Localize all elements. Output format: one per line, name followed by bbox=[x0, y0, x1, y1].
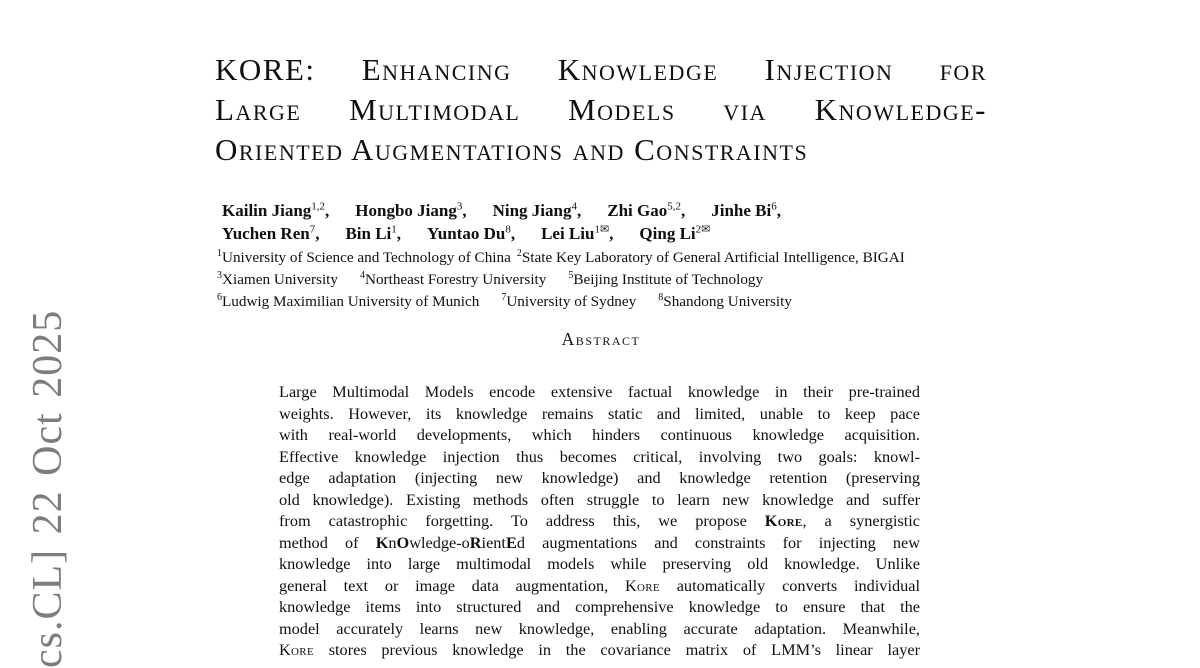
affiliation-text: State Key Laboratory of General Artificial Intelligence, BIGAI bbox=[521, 249, 905, 266]
abstract-text-segment: automatically converts individual bbox=[659, 575, 920, 595]
affiliation-text: University of Science and Technology of China bbox=[222, 249, 511, 266]
author-name: Jinhe Bi bbox=[711, 201, 772, 220]
affiliation bbox=[568, 271, 763, 288]
abstract-text-segment: wledge-o bbox=[409, 532, 470, 552]
author-name: Yuntao Du bbox=[427, 223, 506, 243]
author bbox=[222, 201, 329, 220]
abstract-line bbox=[279, 467, 920, 489]
author-separator: , bbox=[462, 201, 467, 220]
abstract-line bbox=[279, 618, 920, 640]
author-superscript: 1 bbox=[391, 222, 397, 235]
affiliation-row bbox=[217, 247, 1047, 269]
abstract-line bbox=[279, 575, 920, 597]
abstract-line bbox=[279, 532, 920, 554]
author-row bbox=[222, 200, 942, 223]
author-separator: , bbox=[776, 201, 781, 220]
affiliation bbox=[217, 271, 338, 288]
author-superscript: 7 bbox=[309, 222, 316, 235]
author-separator: , bbox=[510, 223, 516, 243]
author-separator: , bbox=[609, 223, 614, 243]
author-superscript: 6 bbox=[771, 200, 777, 213]
paper-title-line: Large Multimodal Models via Knowledge- bbox=[215, 92, 987, 127]
abstract-line bbox=[279, 553, 920, 575]
author-superscript: 3 bbox=[456, 200, 463, 213]
affiliation-superscript: 2 bbox=[516, 247, 522, 259]
affiliation bbox=[217, 249, 511, 266]
affiliation bbox=[360, 271, 546, 288]
author-superscript: 4 bbox=[571, 200, 577, 213]
author-name: Lei Liu bbox=[541, 223, 595, 243]
author-separator: , bbox=[576, 201, 582, 220]
paper-title-line: Oriented Augmentations and Constraints bbox=[215, 132, 809, 167]
abstract-line bbox=[279, 639, 920, 661]
affiliation-text: University of Sydney bbox=[506, 292, 637, 310]
affiliation-list bbox=[217, 247, 1047, 312]
abstract-text-segment: , a synergistic bbox=[802, 511, 920, 530]
affiliation-row bbox=[217, 269, 1047, 291]
author-superscript: 5,2 bbox=[667, 200, 681, 213]
author bbox=[345, 224, 401, 243]
abstract-text-segment: knowledge into large multimodal models while preserving old knowledge. Unlike bbox=[279, 554, 920, 573]
affiliation bbox=[658, 293, 792, 310]
author bbox=[639, 224, 710, 243]
author-name: Qing Li bbox=[639, 223, 696, 243]
affiliation bbox=[501, 293, 636, 310]
author-superscript: 1✉ bbox=[594, 222, 610, 235]
abstract-text-segment: knowledge items into structured and comprehensive knowledge to ensure that the bbox=[279, 597, 920, 616]
abstract-text-segment: Kore bbox=[279, 640, 314, 659]
affiliation-superscript: 8 bbox=[658, 291, 664, 303]
paper-title-line: KORE: Enhancing Knowledge Injection for bbox=[215, 52, 987, 87]
abstract-line bbox=[279, 381, 920, 403]
abstract-text-segment: weights. However, its knowledge remains static and limited, unable to keep pace bbox=[279, 403, 920, 423]
abstract-text-segment: from catastrophic forgetting. To address this, we propose bbox=[279, 511, 765, 530]
affiliation bbox=[517, 249, 905, 266]
author-name: Hongbo Jiang bbox=[355, 201, 457, 220]
author-name: Ning Jiang bbox=[492, 201, 572, 220]
abstract-text-segment: ient bbox=[481, 532, 506, 552]
abstract-line bbox=[279, 403, 920, 425]
abstract-text-segment: model accurately learns new knowledge, enabling accurate adaptation. Meanwhile, bbox=[279, 618, 920, 638]
affiliation-superscript: 1 bbox=[217, 247, 222, 259]
abstract-line bbox=[279, 510, 920, 532]
affiliation-text: Xiamen University bbox=[222, 270, 338, 288]
author bbox=[427, 224, 515, 243]
author bbox=[541, 224, 613, 243]
affiliation-text: Beijing Institute of Technology bbox=[573, 270, 764, 288]
affiliation-superscript: 3 bbox=[217, 269, 222, 281]
abstract-text-segment: R bbox=[469, 532, 482, 552]
abstract-text-segment: Effective knowledge injection thus becomes critical, involving two goals: knowl- bbox=[279, 446, 920, 466]
author-superscript: 2✉ bbox=[695, 222, 711, 235]
affiliation bbox=[217, 293, 479, 310]
abstract-line bbox=[279, 489, 920, 511]
abstract-text-segment: n bbox=[388, 532, 397, 552]
abstract-text-segment: general text or image data augmentation, bbox=[279, 575, 625, 595]
abstract-line bbox=[279, 446, 920, 468]
abstract-text-segment: with real-world developments, which hinders continuous knowledge acquisition. bbox=[279, 425, 920, 444]
abstract-text-segment: edge adaptation (injecting new knowledge) and knowledge retention (preserving bbox=[279, 468, 920, 487]
affiliation-superscript: 6 bbox=[217, 291, 222, 303]
author-name: Yuchen Ren bbox=[222, 223, 310, 243]
author-name: Bin Li bbox=[345, 223, 392, 243]
affiliation-text: Northeast Forestry University bbox=[365, 270, 547, 288]
paper-title bbox=[215, 50, 987, 170]
abstract-text-segment: Large Multimodal Models encode extensive factual knowledge in their pre-trained bbox=[279, 382, 920, 401]
author bbox=[607, 201, 685, 220]
affiliation-superscript: 4 bbox=[360, 269, 365, 281]
author-separator: , bbox=[315, 223, 320, 243]
abstract-heading: Abstract bbox=[561, 329, 641, 349]
author bbox=[355, 201, 466, 220]
abstract-body bbox=[279, 381, 920, 661]
abstract-text-segment: stores previous knowledge in the covariance matrix of LMM’s linear layer bbox=[313, 640, 920, 659]
abstract-text-segment: old knowledge). Existing methods often struggle to learn new knowledge and suffer bbox=[279, 489, 920, 509]
affiliation-row bbox=[217, 291, 1047, 313]
abstract-line bbox=[279, 596, 920, 618]
abstract-text-segment: method of bbox=[279, 532, 376, 552]
abstract-text-segment: O bbox=[396, 532, 410, 552]
author-row bbox=[222, 223, 942, 246]
author bbox=[711, 201, 781, 220]
author-list bbox=[222, 200, 942, 245]
author-name: Zhi Gao bbox=[607, 201, 668, 220]
abstract-text-segment: d augmentations and constraints for injecting new bbox=[516, 532, 920, 552]
author-separator: , bbox=[396, 223, 402, 243]
abstract-text-segment: K bbox=[375, 532, 389, 552]
author bbox=[493, 201, 582, 220]
author-separator: , bbox=[325, 201, 330, 220]
abstract-text-segment: Kore bbox=[764, 511, 803, 530]
author-separator: , bbox=[680, 201, 686, 220]
author bbox=[222, 224, 319, 243]
arxiv-watermark: cs.CL] 22 Oct 2025 bbox=[25, 309, 71, 668]
affiliation-superscript: 5 bbox=[568, 269, 574, 281]
author-superscript: 8 bbox=[505, 222, 511, 235]
abstract-text-segment: Kore bbox=[624, 575, 660, 595]
abstract-line bbox=[279, 424, 920, 446]
affiliation-superscript: 7 bbox=[501, 291, 507, 303]
author-name: Kailin Jiang bbox=[222, 201, 312, 220]
author-superscript: 1,2 bbox=[311, 200, 326, 213]
affiliation-text: Ludwig Maximilian University of Munich bbox=[222, 292, 480, 310]
abstract-text-segment: E bbox=[505, 532, 517, 552]
affiliation-text: Shandong University bbox=[663, 292, 792, 310]
